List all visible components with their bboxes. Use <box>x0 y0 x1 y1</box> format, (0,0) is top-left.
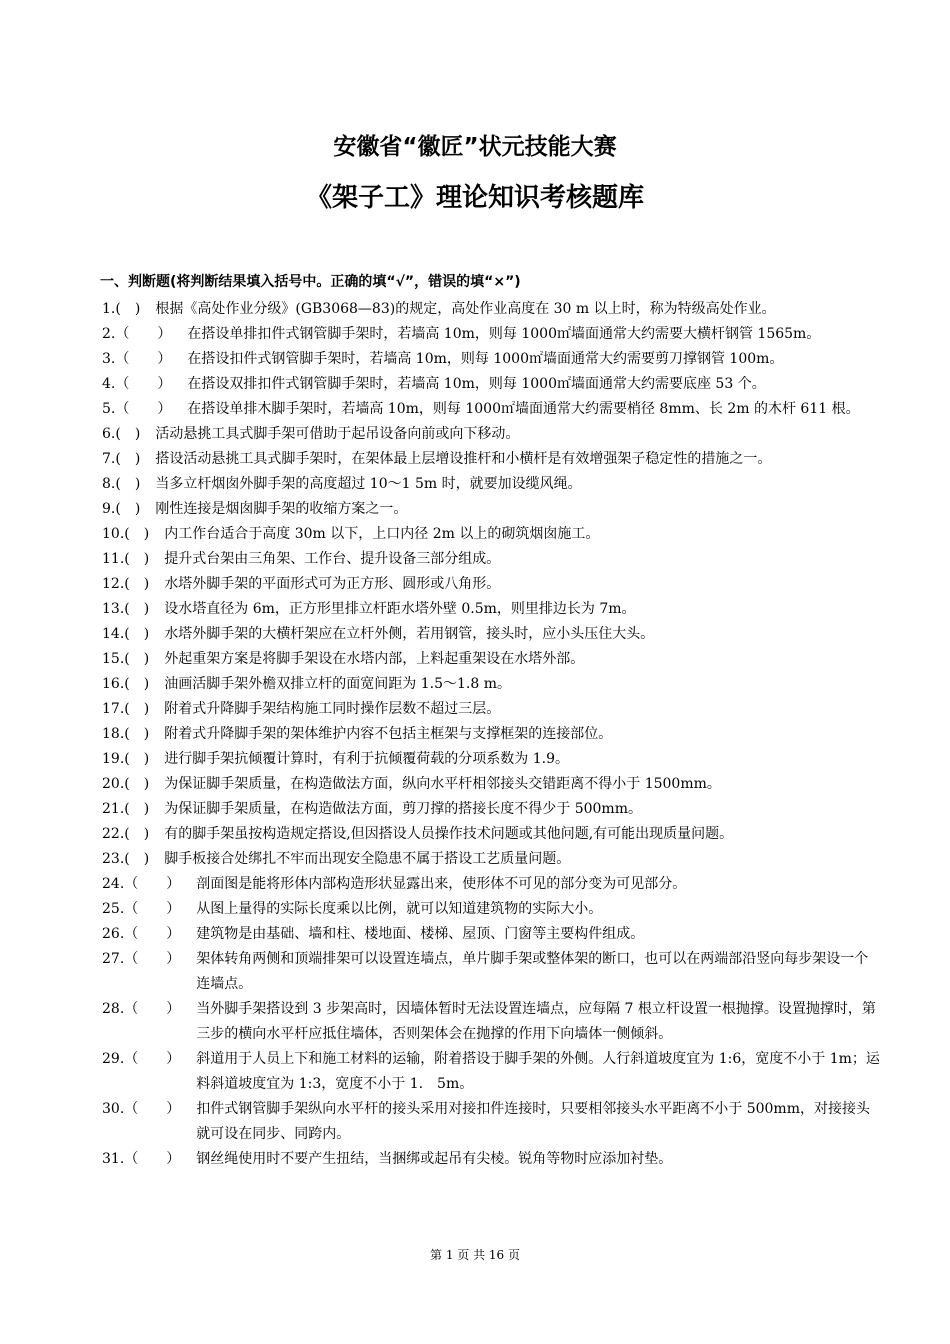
question-item <box>102 672 882 697</box>
question-number: 15. <box>102 651 125 667</box>
answer-blank: ( ) <box>124 826 150 842</box>
question-text: 在搭设扣件式钢管脚手架时，若墙高 10m，则每 1000㎡墙面通常大约需要剪刀撑钢管 100m。 <box>187 351 784 367</box>
answer-blank: ( ) <box>124 601 150 617</box>
question-number: 30. <box>102 1101 125 1117</box>
question-list <box>102 297 882 1172</box>
answer-blank: ( ) <box>115 476 141 492</box>
question-item <box>102 872 882 897</box>
question-item <box>102 522 882 547</box>
question-text: 活动悬挑工具式脚手架可借助于起吊设备向前或向下移动。 <box>155 426 520 442</box>
question-text: 进行脚手架抗倾覆计算时，有利于抗倾覆荷载的分项系数为 1.9。 <box>164 751 569 767</box>
answer-blank: （ ） <box>115 401 172 417</box>
document-title-line2: 《架子工》理论知识考核题库 <box>305 183 644 213</box>
answer-blank: ( ) <box>124 626 150 642</box>
question-text: 脚手板接合处绑扎不牢而出现安全隐患不属于搭设工艺质量问题。 <box>164 851 571 867</box>
question-number: 12. <box>102 576 125 592</box>
answer-blank: （ ） <box>124 951 181 967</box>
question-number: 20. <box>102 776 125 792</box>
question-item <box>102 472 882 497</box>
question-text: 钢丝绳使用时不要产生扭结，当捆绑或起吊有尖棱。锐角等物时应添加衬垫。 <box>196 1151 673 1167</box>
answer-blank: （ ） <box>124 1151 181 1167</box>
question-text: 根据《高处作业分级》(GB3068—83)的规定，高处作业高度在 30 m 以上时，称为特级高处作业。 <box>155 301 776 317</box>
answer-blank: ( ) <box>124 526 150 542</box>
question-item <box>102 397 882 422</box>
question-number: 16. <box>102 676 125 692</box>
question-item <box>102 1147 882 1172</box>
question-number: 13. <box>102 601 125 617</box>
answer-blank: （ ） <box>124 876 181 892</box>
question-item <box>102 597 882 622</box>
question-text: 从图上量得的实际长度乘以比例，就可以知道建筑物的实际大小。 <box>196 901 603 917</box>
answer-blank: （ ） <box>124 901 181 917</box>
question-item <box>102 347 882 372</box>
question-number: 28. <box>102 1001 125 1017</box>
question-item <box>102 322 882 347</box>
question-text: 建筑物是由基础、墙和柱、楼地面、楼梯、屋顶、门窗等主要构件组成。 <box>196 926 645 942</box>
question-number: 17. <box>102 701 125 717</box>
question-item <box>102 1097 882 1147</box>
question-number: 21. <box>102 801 125 817</box>
question-text: 刚性连接是烟囱脚手架的收缩方案之一。 <box>155 501 408 517</box>
page-footer: 第 1 页 共 16 页 <box>430 1248 520 1262</box>
answer-blank: （ ） <box>124 1001 181 1017</box>
question-number: 1. <box>102 301 116 317</box>
question-item <box>102 647 882 672</box>
question-item <box>102 772 882 797</box>
question-number: 14. <box>102 626 125 642</box>
answer-blank: ( ) <box>124 651 150 667</box>
question-number: 23. <box>102 851 125 867</box>
question-item <box>102 422 882 447</box>
question-item <box>102 547 882 572</box>
answer-blank: ( ) <box>124 801 150 817</box>
question-text: 外起重架方案是将脚手架设在水塔内部，上料起重架设在水塔外部。 <box>164 651 585 667</box>
question-text: 水塔外脚手架的大横杆架应在立杆外侧，若用钢管，接头时，应小头压住大头。 <box>164 626 655 642</box>
answer-blank: （ ） <box>124 926 181 942</box>
question-text: 有的脚手架虽按构造规定搭设,但因搭设人员操作技术问题或其他问题,有可能出现质量问题。 <box>164 826 734 842</box>
question-item <box>102 297 882 322</box>
question-text: 附着式升降脚手架结构施工同时操作层数不超过三层。 <box>164 701 501 717</box>
question-number: 4. <box>102 376 116 392</box>
question-text: 当多立杆烟囱外脚手架的高度超过 10～1 5m 时，就要加设缆风绳。 <box>155 476 582 492</box>
question-item <box>102 447 882 472</box>
question-text: 在搭设单排扣件式钢管脚手架时，若墙高 10m，则每 1000㎡墙面通常大约需要大横杆钢管 1565m。 <box>187 326 821 342</box>
question-text: 水塔外脚手架的平面形式可为正方形、圆形或八角形。 <box>164 576 501 592</box>
answer-blank: ( ) <box>124 726 150 742</box>
question-number: 2. <box>102 326 116 342</box>
question-number: 22. <box>102 826 125 842</box>
answer-blank: ( ) <box>124 551 150 567</box>
question-text: 当外脚手架搭设到 3 步架高时，因墙体暂时无法设置连墙点，应每隔 7 根立杆设置一根抛撑。设置抛撑时，第三步的横向水平杆应抵住墙体，否则架体会在抛撑的作用下向墙体一侧倾斜。 <box>196 1001 876 1042</box>
question-text: 提升式台架由三角架、工作台、提升设备三部分组成。 <box>164 551 501 567</box>
question-number: 29. <box>102 1051 125 1067</box>
answer-blank: ( ) <box>124 776 150 792</box>
answer-blank: ( ) <box>124 751 150 767</box>
question-number: 19. <box>102 751 125 767</box>
question-text: 附着式升降脚手架的架体维护内容不包括主框架与支撑框架的连接部位。 <box>164 726 613 742</box>
question-text: 为保证脚手架质量，在构造做法方面，剪刀撑的搭接长度不得少于 500mm。 <box>164 801 642 817</box>
answer-blank: ( ) <box>124 701 150 717</box>
question-text: 搭设活动悬挑工具式脚手架时，在架体最上层增设推杆和小横杆是有效增强架子稳定性的措施之一。 <box>155 451 772 467</box>
question-number: 26. <box>102 926 125 942</box>
question-item <box>102 722 882 747</box>
question-number: 18. <box>102 726 125 742</box>
answer-blank: （ ） <box>124 1101 181 1117</box>
answer-blank: ( ) <box>124 576 150 592</box>
answer-blank: ( ) <box>124 676 150 692</box>
question-number: 7. <box>102 451 116 467</box>
section-heading: 一、判断题(将判断结果填入括号中。正确的填“√”，错误的填“×”) <box>100 274 521 290</box>
answer-blank: ( ) <box>115 451 141 467</box>
question-item <box>102 747 882 772</box>
answer-blank: ( ) <box>115 301 141 317</box>
question-number: 10. <box>102 526 125 542</box>
question-text: 斜道用于人员上下和施工材料的运输，附着搭设于脚手架的外侧。人行斜道坡度宜为 1:6，宽度不小于 1m；运料斜道坡度宜为 1:3，宽度不小于 1. 5m。 <box>196 1051 880 1092</box>
question-text: 内工作台适合于高度 30m 以下，上口内径 2m 以上的砌筑烟囱施工。 <box>164 526 600 542</box>
question-item <box>102 697 882 722</box>
question-text: 为保证脚手架质量，在构造做法方面，纵向水平杆相邻接头交错距离不得小于 1500mm。 <box>164 776 721 792</box>
question-text: 油画活脚手架外檐双排立杆的面宽间距为 1.5～1.8 m。 <box>164 676 511 692</box>
question-item <box>102 847 882 872</box>
question-number: 25. <box>102 901 125 917</box>
question-number: 24. <box>102 876 125 892</box>
answer-blank: ( ) <box>115 426 141 442</box>
question-text: 设水塔直径为 6m，正方形里排立杆距水塔外壁 0.5m，则里排边长为 7m。 <box>164 601 636 617</box>
question-text: 在搭设双排扣件式钢管脚手架时，若墙高 10m，则每 1000㎡墙面通常大约需要底座 53 个。 <box>187 376 766 392</box>
question-item <box>102 997 882 1047</box>
answer-blank: （ ） <box>115 376 172 392</box>
question-number: 31. <box>102 1151 125 1167</box>
question-item <box>102 497 882 522</box>
question-text: 扣件式钢管脚手架纵向水平杆的接头采用对接扣件连接时，只要相邻接头水平距离不小于 500mm，对接接头就可设在同步、同跨内。 <box>196 1101 870 1142</box>
question-text: 架体转角两侧和顶端排架可以设置连墙点，单片脚手架或整体架的断口，也可以在两端部沿竖向每步架设一个连墙点。 <box>196 951 869 992</box>
question-item <box>102 897 882 922</box>
question-number: 6. <box>102 426 116 442</box>
question-number: 3. <box>102 351 116 367</box>
question-number: 8. <box>102 476 116 492</box>
question-item <box>102 1047 882 1097</box>
question-number: 9. <box>102 501 116 517</box>
question-number: 27. <box>102 951 125 967</box>
answer-blank: （ ） <box>115 326 172 342</box>
question-item <box>102 572 882 597</box>
answer-blank: ( ) <box>115 501 141 517</box>
document-title-line1: 安徽省“徽匠”状元技能大赛 <box>333 134 617 160</box>
question-item <box>102 922 882 947</box>
question-text: 在搭设单排木脚手架时，若墙高 10m，则每 1000㎡墙面通常大约需要梢径 8mm、长 2m 的木杆 611 根。 <box>187 401 860 417</box>
question-item <box>102 622 882 647</box>
question-item <box>102 947 882 997</box>
question-text: 剖面图是能将形体内部构造形状显露出来，使形体不可见的部分变为可见部分。 <box>196 876 687 892</box>
answer-blank: ( ) <box>124 851 150 867</box>
answer-blank: （ ） <box>124 1051 181 1067</box>
question-item <box>102 372 882 397</box>
question-item <box>102 797 882 822</box>
question-number: 5. <box>102 401 116 417</box>
answer-blank: （ ） <box>115 351 172 367</box>
question-number: 11. <box>102 551 125 567</box>
question-item <box>102 822 882 847</box>
